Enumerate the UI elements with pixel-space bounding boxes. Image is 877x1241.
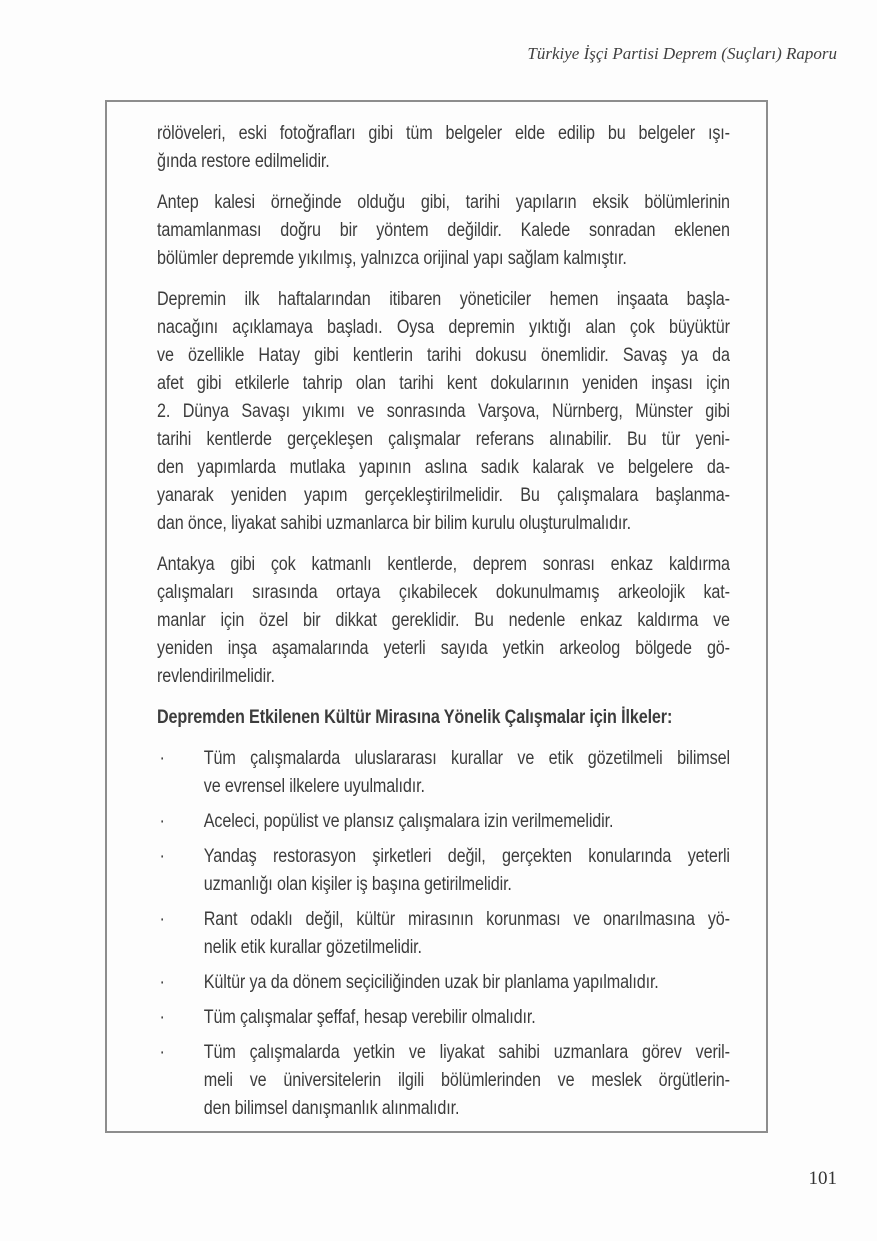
- paragraph: [157, 286, 730, 538]
- bullet-icon: ·: [159, 811, 165, 832]
- text-line: dan önce, liyakat sahibi uzmanlarca bir bilim kurulu oluşturulmalıdır.: [157, 513, 632, 534]
- bullet-icon: ·: [159, 972, 165, 993]
- bullet-item: [157, 843, 730, 899]
- text-line: ve özellikle Hatay gibi kentlerin tarihi dokusu önemlidir. Savaş ya da: [157, 345, 730, 366]
- bullet-icon: ·: [159, 1042, 165, 1063]
- bullet-item: [157, 745, 730, 801]
- text-line: Depremin ilk haftalarından itibaren yöneticiler hemen inşaata başla-: [157, 289, 730, 310]
- text-line: revlendirilmelidir.: [157, 666, 275, 687]
- text-line: nacağını açıklamaya başladı. Oysa depremin yıktığı alan çok büyüktür: [157, 317, 730, 338]
- text-line: ğında restore edilmelidir.: [157, 151, 330, 172]
- paragraph: [157, 120, 730, 176]
- running-header: Türkiye İşçi Partisi Deprem (Suçları) Raporu: [527, 44, 837, 63]
- text-line: nelik etik kurallar gözetilmelidir.: [203, 937, 422, 958]
- text-line: manlar için özel bir dikkat gereklidir. Bu nedenle enkaz kaldırma ve: [157, 610, 730, 631]
- text-line: Tüm çalışmalarda yetkin ve liyakat sahibi uzmanlara görev veril-: [203, 1042, 730, 1063]
- page-number: 101: [808, 1168, 837, 1189]
- text-line: Aceleci, popülist ve plansız çalışmalara izin verilmemelidir.: [203, 811, 614, 832]
- text-line: den yapımlarda mutlaka yapının aslına sadık kalarak ve belgelere da-: [157, 457, 730, 478]
- text-line: tarihi kentlerde gerçekleşen çalışmalar referans alınabilir. Bu tür yeni-: [157, 429, 730, 450]
- bullet-icon: ·: [159, 1007, 165, 1028]
- text-line: afet gibi etkilerle tahrip olan tarihi kent dokularının yeniden inşası için: [157, 373, 730, 394]
- text-line: Antakya gibi çok katmanlı kentlerde, deprem sonrası enkaz kaldırma: [157, 554, 730, 575]
- paragraph: [157, 551, 730, 691]
- text-line: Rant odaklı değil, kültür mirasının korunması ve onarılmasına yö-: [203, 909, 730, 930]
- text-line: yanarak yeniden yapım gerçekleştirilmelidir. Bu çalışmalara başlanma-: [157, 485, 730, 506]
- text-line: meli ve üniversitelerin ilgili bölümlerinden ve meslek örgütlerin-: [203, 1070, 730, 1091]
- bullet-icon: ·: [159, 909, 165, 930]
- bullet-icon: ·: [159, 846, 165, 867]
- text-line: çalışmaları sırasında ortaya çıkabilecek dokunulmamış arkeolojik kat-: [157, 582, 730, 603]
- text-line: 2. Dünya Savaşı yıkımı ve sonrasında Varşova, Nürnberg, Münster gibi: [157, 401, 730, 422]
- text-line: tamamlanması doğru bir yöntem değildir. Kalede sonradan eklenen: [157, 220, 730, 241]
- bullet-item: [157, 969, 730, 997]
- paragraph: [157, 189, 730, 273]
- bullet-item: [157, 906, 730, 962]
- content-box: [105, 100, 768, 1133]
- text-line: Tüm çalışmalar şeffaf, hesap verebilir olmalıdır.: [203, 1007, 536, 1028]
- text-line: Antep kalesi örneğinde olduğu gibi, tarihi yapıların eksik bölümlerinin: [157, 192, 730, 213]
- text-line: Depremden Etkilenen Kültür Mirasına Yönelik Çalışmalar için İlkeler:: [157, 707, 673, 728]
- text-line: Kültür ya da dönem seçiciliğinden uzak bir planlama yapılmalıdır.: [203, 972, 659, 993]
- text-line: Yandaş restorasyon şirketleri değil, gerçekten konularında yeterli: [203, 846, 730, 867]
- bullet-item: [157, 808, 730, 836]
- text-line: yeniden inşa aşamalarında yeterli sayıda yetkin arkeolog bölgede gö-: [157, 638, 730, 659]
- bullet-icon: ·: [159, 748, 165, 769]
- text-line: bölümler depremde yıkılmış, yalnızca orijinal yapı sağlam kalmıştır.: [157, 248, 627, 269]
- text-line: Tüm çalışmalarda uluslararası kurallar ve etik gözetilmeli bilimsel: [203, 748, 730, 769]
- section-heading: [157, 704, 730, 732]
- text-line: den bilimsel danışmanlık alınmalıdır.: [203, 1098, 460, 1119]
- bullet-item: [157, 1039, 730, 1123]
- text-line: ve evrensel ilkelere uyulmalıdır.: [203, 776, 425, 797]
- content-blocks: [157, 120, 730, 1123]
- text-line: uzmanlığı olan kişiler iş başına getirilmelidir.: [203, 874, 512, 895]
- bullet-item: [157, 1004, 730, 1032]
- text-line: rölöveleri, eski fotoğrafları gibi tüm belgeler elde edilip bu belgeler ışı-: [157, 123, 730, 144]
